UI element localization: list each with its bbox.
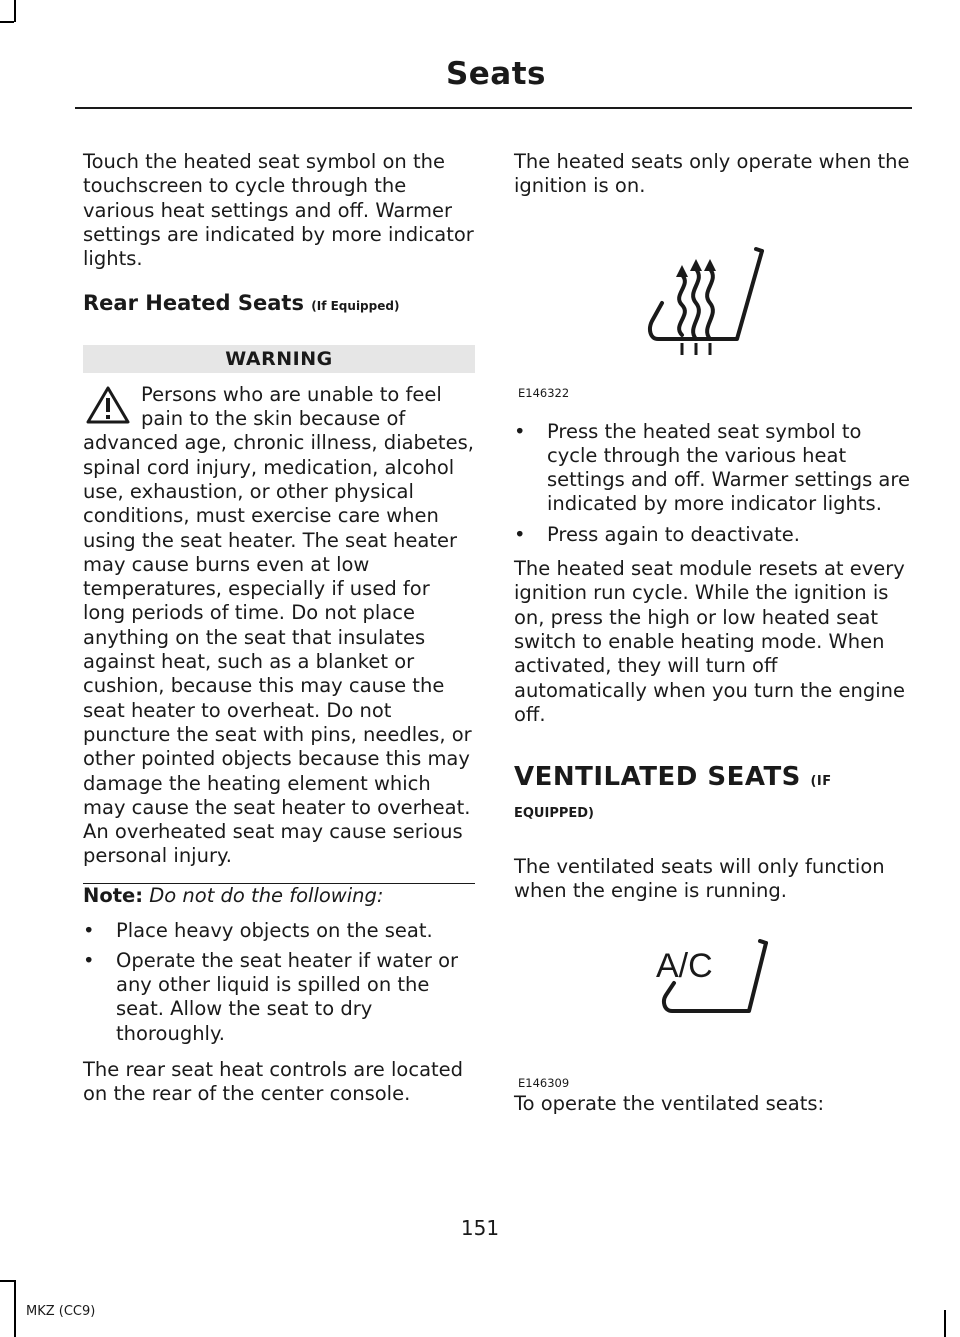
note-label: Note:	[83, 884, 144, 908]
vent-heading-text: VENTILATED SEATS	[514, 762, 801, 793]
header-divider	[75, 107, 912, 109]
heated-seat-icon	[644, 243, 774, 368]
heated-seat-figure	[514, 203, 910, 398]
vent-heading-suffix-line2: EQUIPPED)	[514, 806, 594, 822]
precaution-list	[83, 919, 475, 1046]
warning-banner: WARNING	[83, 345, 475, 373]
bullet-glyph: •	[83, 918, 95, 942]
rear-heated-seats-heading	[83, 291, 475, 318]
rear-controls-paragraph: The rear seat heat controls are located on the rear of the center console.	[83, 1058, 464, 1106]
warning-text: Persons who are unable to feel pain to the skin because of advanced age, chronic illness, diabetes, spinal cord injury, medication, alcohol use, exhaustion, or other physical conditions, must exercise care when using the seat heater. The seat heater may cause burns even at low temperatures, especially if used for long periods of time. Do not place anything on the seat that insulates against heat, such as a blanket or cushion, because this may cause the seat heater to overheat. Do not puncture the seat with pins, needles, or other pointed objects because this may damage the heating element which may cause the seat heater to overheat. An overheated seat may cause serious personal injury.	[83, 382, 474, 868]
warning-block	[83, 383, 475, 869]
bullet-glyph: •	[514, 419, 526, 443]
warning-triangle-icon	[85, 385, 131, 425]
rear-heading-text: Rear Heated Seats	[83, 291, 304, 316]
bullet-glyph: •	[514, 522, 526, 546]
heated-seat-steps	[514, 420, 910, 547]
list-item-text: Operate the seat heater if water or any other liquid is spilled on the seat. Allow the seat to dry thoroughly.	[116, 948, 459, 1045]
vent-heading-suffix: (IF	[810, 774, 832, 790]
ventilated-paragraph: The ventilated seats will only function when the engine is running.	[514, 854, 885, 903]
rear-heading-suffix: (If Equipped)	[311, 299, 400, 314]
module-paragraph: The heated seat module resets at every ignition run cycle. While the ignition is on, press the high or low heated seat switch to enable heating mode. When activated, they will turn off automatically when you turn the engine off.	[514, 557, 905, 726]
list-item-text: Press the heated seat symbol to cycle through the various heat settings and off. Warmer settings are indicated by more indicator lights.	[547, 419, 910, 516]
page-number: 151	[460, 1216, 500, 1240]
ventilated-seat-figure	[514, 909, 910, 1094]
figure-code: E146309	[518, 1076, 570, 1091]
note-line	[83, 884, 475, 908]
ac-label: A/C	[656, 947, 713, 986]
right-column	[514, 150, 910, 1117]
page-title: Seats	[445, 56, 546, 92]
list-item-text: Place heavy objects on the seat.	[116, 918, 433, 942]
ignition-paragraph: The heated seats only operate when the ignition is on.	[514, 150, 910, 198]
left-column	[83, 150, 475, 1107]
bullet-glyph: •	[83, 948, 95, 972]
figure-code: E146322	[518, 385, 570, 400]
list-item	[514, 420, 910, 517]
list-item	[83, 949, 475, 1046]
model-code: MKZ (CC9)	[26, 1304, 96, 1319]
note-text: Do not do the following:	[149, 884, 384, 908]
operate-paragraph: To operate the ventilated seats:	[514, 1092, 825, 1116]
ventilated-seat-icon	[654, 939, 784, 1039]
list-item	[83, 919, 475, 943]
list-item	[514, 523, 910, 547]
ventilated-seats-heading	[514, 762, 910, 794]
intro-paragraph: Touch the heated seat symbol on the touchscreen to cycle through the various heat settings and off. Warmer settings are indicated by more indicator lights.	[83, 150, 474, 271]
list-item-text: Press again to deactivate.	[547, 522, 800, 546]
